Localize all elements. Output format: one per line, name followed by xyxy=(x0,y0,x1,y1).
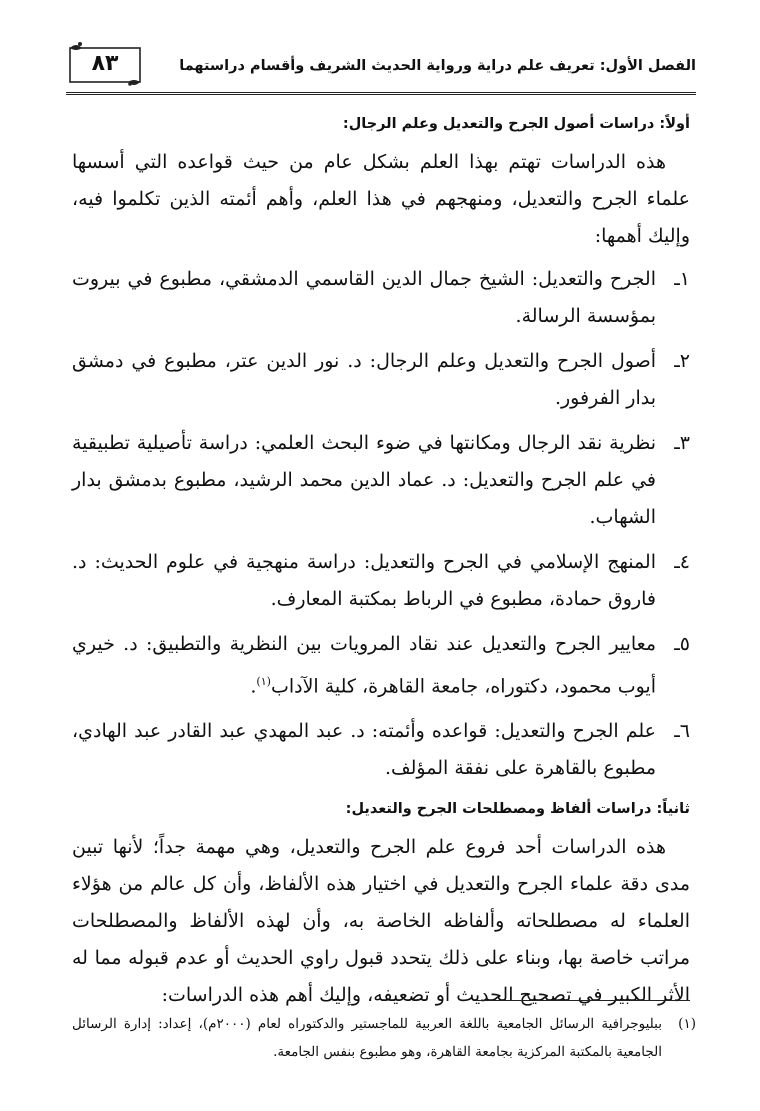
list-item xyxy=(72,343,690,417)
section-heading-1: أولاً: دراسات أصول الجرح والتعديل وعلم الرجال: xyxy=(342,116,690,132)
header-divider xyxy=(66,92,696,95)
page-number-frame xyxy=(66,40,144,86)
footnote-divider xyxy=(475,1000,690,1001)
list-item-text: علم الجرح والتعديل: قواعده وأئمته: د. عبد المهدي عبد القادر عبد الهادي، مطبوع بالقاهرة على نفقة المؤلف. xyxy=(72,720,656,780)
list-item xyxy=(72,626,690,705)
list-item-text: الجرح والتعديل: الشيخ جمال الدين القاسمي الدمشقي، مطبوع في بيروت بمؤسسة الرسالة. xyxy=(72,268,656,327)
footnote-number: (١) xyxy=(678,1016,696,1032)
list-item xyxy=(72,261,690,335)
footnotes xyxy=(72,1010,696,1066)
main-text xyxy=(72,112,690,1014)
footnote-item xyxy=(72,1010,696,1066)
list-item-text: أصول الجرح والتعديل وعلم الرجال: د. نور الدين عتر، مطبوع في دمشق بدار الفرفور. xyxy=(72,350,656,409)
section-intro-2: هذه الدراسات أحد فروع علم الجرح والتعديل، وهي مهمة جداً؛ لأنها تبين مدى دقة علماء الجرح والتعديل في اختيار هذه الألفاظ، وأن كل عالم من هؤلاء العلماء له مصطلحاته وألفاظه الخاصة به، وأن لهذه الألفاظ والمصطلحات مراتب خاصة بها، وبناء على ذلك يتحدد قبول راوي الحديث أو عدم قبوله مما له الأثر الكبير في تصحيح الحديث أو تضعيفه، وإليك أهم هذه الدراسات: xyxy=(72,836,690,1007)
list-item-text: المنهج الإسلامي في الجرح والتعديل: دراسة منهجية في علوم الحديث: د. فاروق حمادة، مطبوع في الرباط بمكتبة المعارف. xyxy=(72,551,656,610)
list-item-number: ٣ـ xyxy=(674,432,690,454)
list-item-text: نظرية نقد الرجال ومكانتها في ضوء البحث العلمي: دراسة تأصيلية تطبيقية في علم الجرح والتعديل: د. عماد الدين محمد الرشيد، مطبوع بدمشق بدار الشهاب. xyxy=(72,432,656,528)
page-number: ٨٣ xyxy=(91,50,119,76)
footnote-reference[interactable]: (١) xyxy=(256,675,271,688)
list-item-text: معايير الجرح والتعديل عند نقاد المرويات بين النظرية والتطبيق: د. خيري أيوب محمود، دكتوراه، جامعة القاهرة، كلية الآداب xyxy=(72,633,656,698)
list-item-number: ٦ـ xyxy=(674,720,690,743)
list-item-number: ٤ـ xyxy=(674,551,690,573)
section-intro-1: هذه الدراسات تهتم بهذا العلم بشكل عام من حيث قواعده التي أسسها علماء الجرح والتعديل، ومنهجهم في هذا العلم، وأهم أئمته الذين تكلموا فيه، وإليك أهمها: xyxy=(72,151,690,247)
references-list xyxy=(72,261,690,787)
list-item xyxy=(72,425,690,536)
list-item xyxy=(72,544,690,618)
list-item-number: ٢ـ xyxy=(674,350,690,372)
list-item-number: ٥ـ xyxy=(674,633,690,655)
footnote-text: ببليوجرافية الرسائل الجامعية باللغة العربية للماجستير والدكتوراه لعام (٢٠٠٠م)، إعداد: إدارة الرسائل الجامعية بالمكتبة المركزية بجامعة القاهرة، وهو مطبوع بنفس الجامعة. xyxy=(72,1016,662,1060)
list-item-number: ١ـ xyxy=(674,268,690,290)
list-item xyxy=(72,713,690,787)
list-item-tail: . xyxy=(250,675,257,698)
section-heading-2: ثانياً: دراسات ألفاظ ومصطلحات الجرح والتعديل: xyxy=(345,801,690,818)
running-header xyxy=(66,40,696,92)
chapter-title: الفصل الأول: تعريف علم دراية ورواية الحديث الشريف وأقسام دراستهما xyxy=(179,58,696,74)
